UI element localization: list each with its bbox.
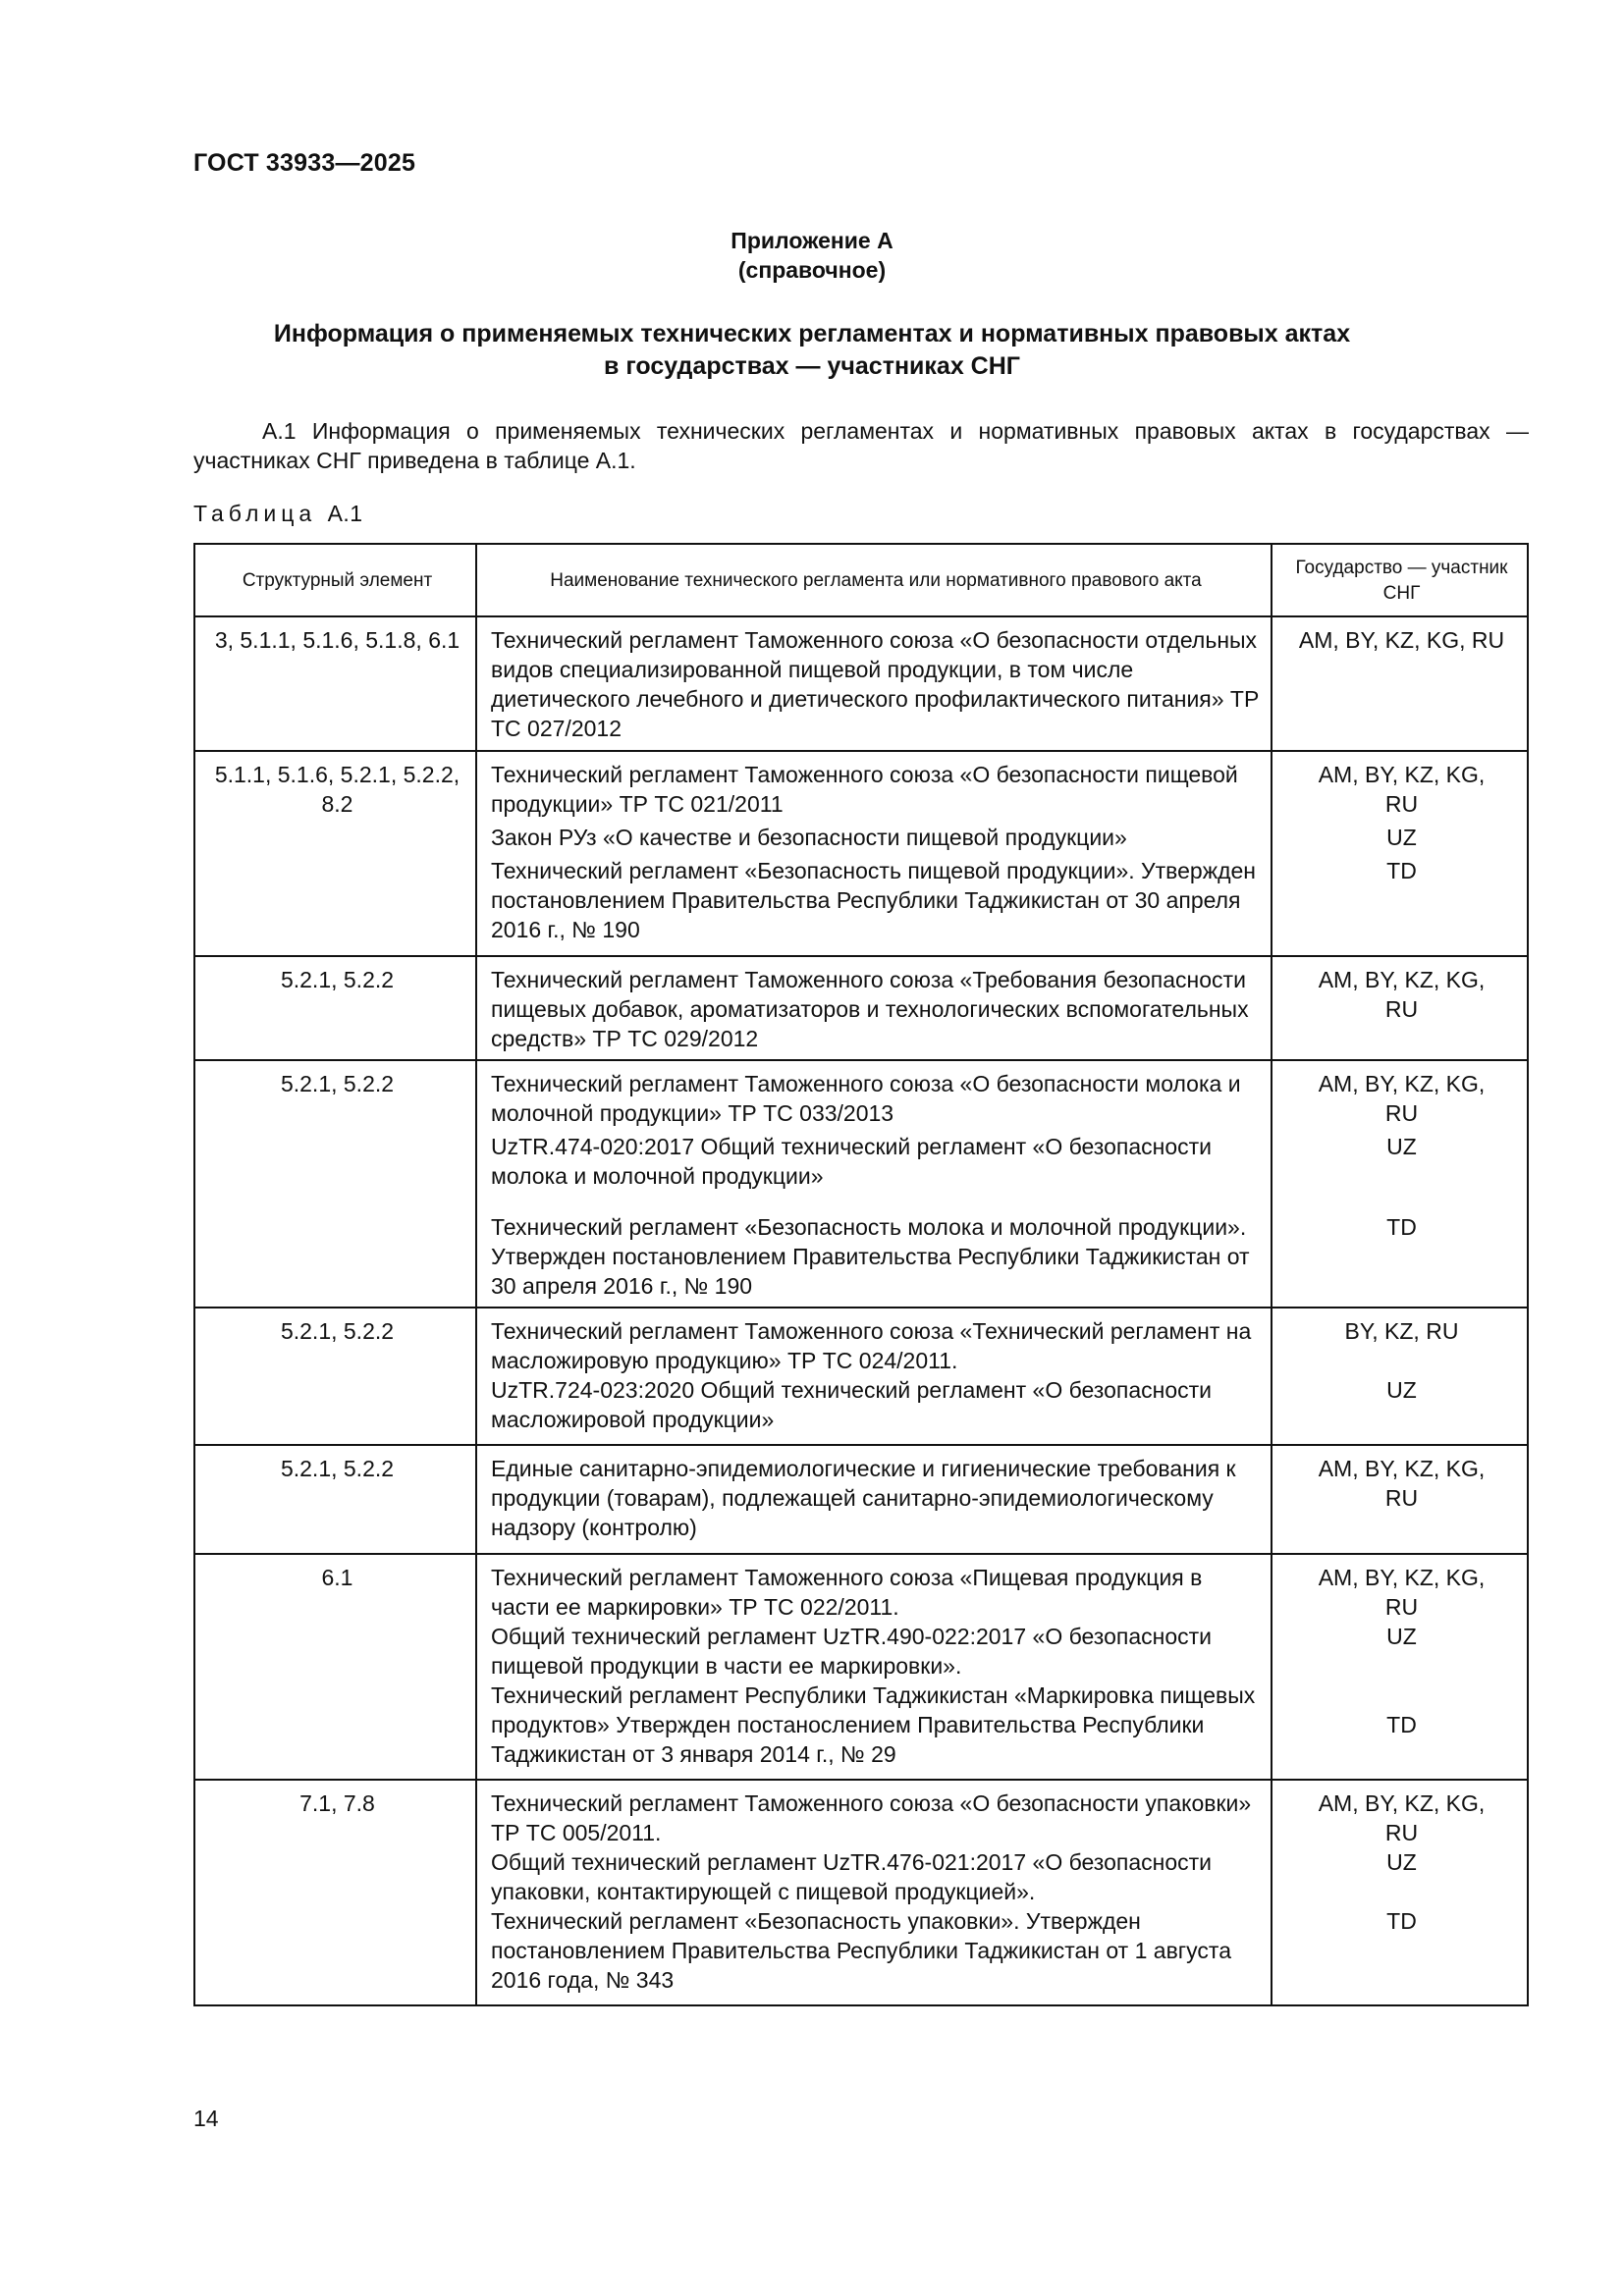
state-text: UZ: [1386, 1849, 1417, 1875]
state-cell: [1272, 956, 1528, 1060]
regulation-text: Технический регламент «Безопасность пищевой продукции». Утвержден постановлением Правительства Республики Таджикистан от 30 апреля 2016 г., № 190: [491, 858, 1257, 942]
regulation-text: UzTR.474-020:2017 Общий технический регламент «О безопасности молока и молочной продукции»: [491, 1134, 1213, 1189]
structural-element-cell: 5.2.1, 5.2.2: [194, 956, 476, 1060]
regulation-text: Технический регламент Республики Таджикистан «Маркировка пищевых продуктов» Утвержден постанослением Правительства Республики Таджикистан от 3 января 2014 г., № 29: [491, 1682, 1256, 1767]
state-text: UZ: [1386, 1377, 1417, 1403]
regulation-text: Технический регламент Таможенного союза «Требования безопасности пищевых добавок, ароматизаторов и технологических вспомогательных средств» ТР ТС 029/2012: [491, 967, 1249, 1051]
regulation-text: Технический регламент Таможенного союза «О безопасности упаковки» ТР ТС 005/2011.: [491, 1790, 1252, 1845]
document-code: ГОСТ 33933—2025: [193, 149, 416, 177]
page-number: 14: [193, 2106, 219, 2131]
table-row: [194, 1308, 1528, 1445]
state-cell: [1272, 616, 1528, 751]
state-text: AM, BY, KZ, KG, RU: [1318, 1071, 1486, 1126]
state-text: TD: [1386, 1908, 1417, 1934]
regulation-cell: [476, 1445, 1272, 1554]
structural-element-cell: 5.2.1, 5.2.2: [194, 1060, 476, 1308]
regulation-text: Общий технический регламент UzTR.476-021:2017 «О безопасности упаковки, контактирующей с пищевой продукцией».: [491, 1849, 1213, 1904]
state-text: TD: [1386, 1214, 1417, 1240]
regulation-text: Закон РУз «О качестве и безопасности пищевой продукции»: [491, 825, 1127, 850]
table-row: [194, 616, 1528, 751]
table-header-row: [194, 544, 1528, 616]
regulation-cell: [476, 751, 1272, 956]
regulation-cell: [476, 956, 1272, 1060]
state-cell: [1272, 1308, 1528, 1445]
regulation-text: Технический регламент «Безопасность упаковки». Утвержден постановлением Правительства Республики Таджикистан от 1 августа 2016 года, № 343: [491, 1908, 1231, 1993]
regulation-cell: [476, 1554, 1272, 1780]
table-caption: [193, 501, 363, 527]
intro-paragraph: [193, 416, 1529, 475]
table-row: [194, 751, 1528, 956]
structural-element-cell: 7.1, 7.8: [194, 1780, 476, 2005]
structural-element-cell: 6.1: [194, 1554, 476, 1780]
intro-text: А.1 Информация о применяемых технических регламентах и нормативных правовых актах в государствах — участниках СНГ приведена в таблице А.1.: [193, 418, 1529, 473]
structural-element-cell: 5.2.1, 5.2.2: [194, 1445, 476, 1554]
state-text: AM, BY, KZ, KG, RU: [1318, 967, 1486, 1022]
table-row: [194, 1780, 1528, 2005]
state-cell: [1272, 1445, 1528, 1554]
state-text: AM, BY, KZ, KG, RU: [1318, 1790, 1486, 1845]
state-text: BY, KZ, RU: [1344, 1318, 1459, 1344]
table-caption-number: А.1: [327, 501, 363, 526]
appendix-kind: (справочное): [737, 257, 887, 283]
section-heading-line2: в государствах — участниках СНГ: [604, 352, 1020, 380]
state-text: AM, BY, KZ, KG, RU: [1318, 1565, 1486, 1620]
table-row: [194, 1445, 1528, 1554]
state-cell: [1272, 1780, 1528, 2005]
regulation-cell: [476, 616, 1272, 751]
state-text: AM, BY, KZ, KG, RU: [1318, 1456, 1486, 1511]
state-cell: [1272, 1554, 1528, 1780]
structural-element-cell: 5.2.1, 5.2.2: [194, 1308, 476, 1445]
regulation-text: Технический регламент Таможенного союза «О безопасности молока и молочной продукции» ТР ТС 033/2013: [491, 1071, 1241, 1126]
appendix-header: [0, 226, 1624, 285]
section-heading-line1: Информация о применяемых технических регламентах и нормативных правовых актах: [273, 320, 1351, 347]
regulation-text: Единые санитарно-эпидемиологические и гигиенические требования к продукции (товарам), подлежащей санитарно-эпидемиологическому надзору (контролю): [491, 1456, 1236, 1540]
section-heading: [0, 318, 1624, 383]
state-text: AM, BY, KZ, KG, RU: [1318, 762, 1486, 817]
regulation-cell: [476, 1308, 1272, 1445]
state-cell: [1272, 751, 1528, 956]
table-row: [194, 1060, 1528, 1308]
regulation-text: Технический регламент Таможенного союза «Пищевая продукция в части ее маркировки» ТР ТС 022/2011.: [491, 1565, 1203, 1620]
state-text: UZ: [1386, 825, 1417, 850]
state-text: TD: [1386, 1712, 1417, 1737]
regulations-table: [193, 543, 1529, 2006]
structural-element-cell: 3, 5.1.1, 5.1.6, 5.1.8, 6.1: [194, 616, 476, 751]
state-cell: [1272, 1060, 1528, 1308]
state-text: TD: [1386, 858, 1417, 883]
structural-element-cell: 5.1.1, 5.1.6, 5.2.1, 5.2.2, 8.2: [194, 751, 476, 956]
regulation-text: Технический регламент Таможенного союза «О безопасности отдельных видов специализированной пищевой продукции, в том числе диетического лечебного и диетического профилактического питания» ТР ТС 027/2012: [491, 627, 1260, 741]
state-text: UZ: [1386, 1624, 1417, 1649]
regulation-text: Технический регламент «Безопасность молока и молочной продукции». Утвержден постановлением Правительства Республики Таджикистан от 30 апреля 2016 г., № 190: [491, 1214, 1250, 1299]
header-regulation-name: Наименование технического регламента или нормативного правового акта: [476, 544, 1272, 616]
state-text: UZ: [1386, 1134, 1417, 1159]
header-structural-element: Структурный элемент: [194, 544, 476, 616]
appendix-title: Приложение А: [731, 228, 893, 253]
table-row: [194, 1554, 1528, 1780]
regulation-text: Технический регламент Таможенного союза «Технический регламент на масложировую продукцию» ТР ТС 024/2011.: [491, 1318, 1252, 1373]
regulation-cell: [476, 1780, 1272, 2005]
regulation-cell: [476, 1060, 1272, 1308]
regulation-text: UzTR.724-023:2020 Общий технический регламент «О безопасности масложировой продукции»: [491, 1377, 1213, 1432]
regulation-text: Общий технический регламент UzTR.490-022:2017 «О безопасности пищевой продукции в части ее маркировки».: [491, 1624, 1213, 1679]
state-text: AM, BY, KZ, KG, RU: [1298, 627, 1505, 653]
table-row: [194, 956, 1528, 1060]
header-state: Государство — участник СНГ: [1272, 544, 1528, 616]
regulation-text: Технический регламент Таможенного союза «О безопасности пищевой продукции» ТР ТС 021/2011: [491, 762, 1238, 817]
table-caption-word: Таблица: [193, 501, 317, 526]
